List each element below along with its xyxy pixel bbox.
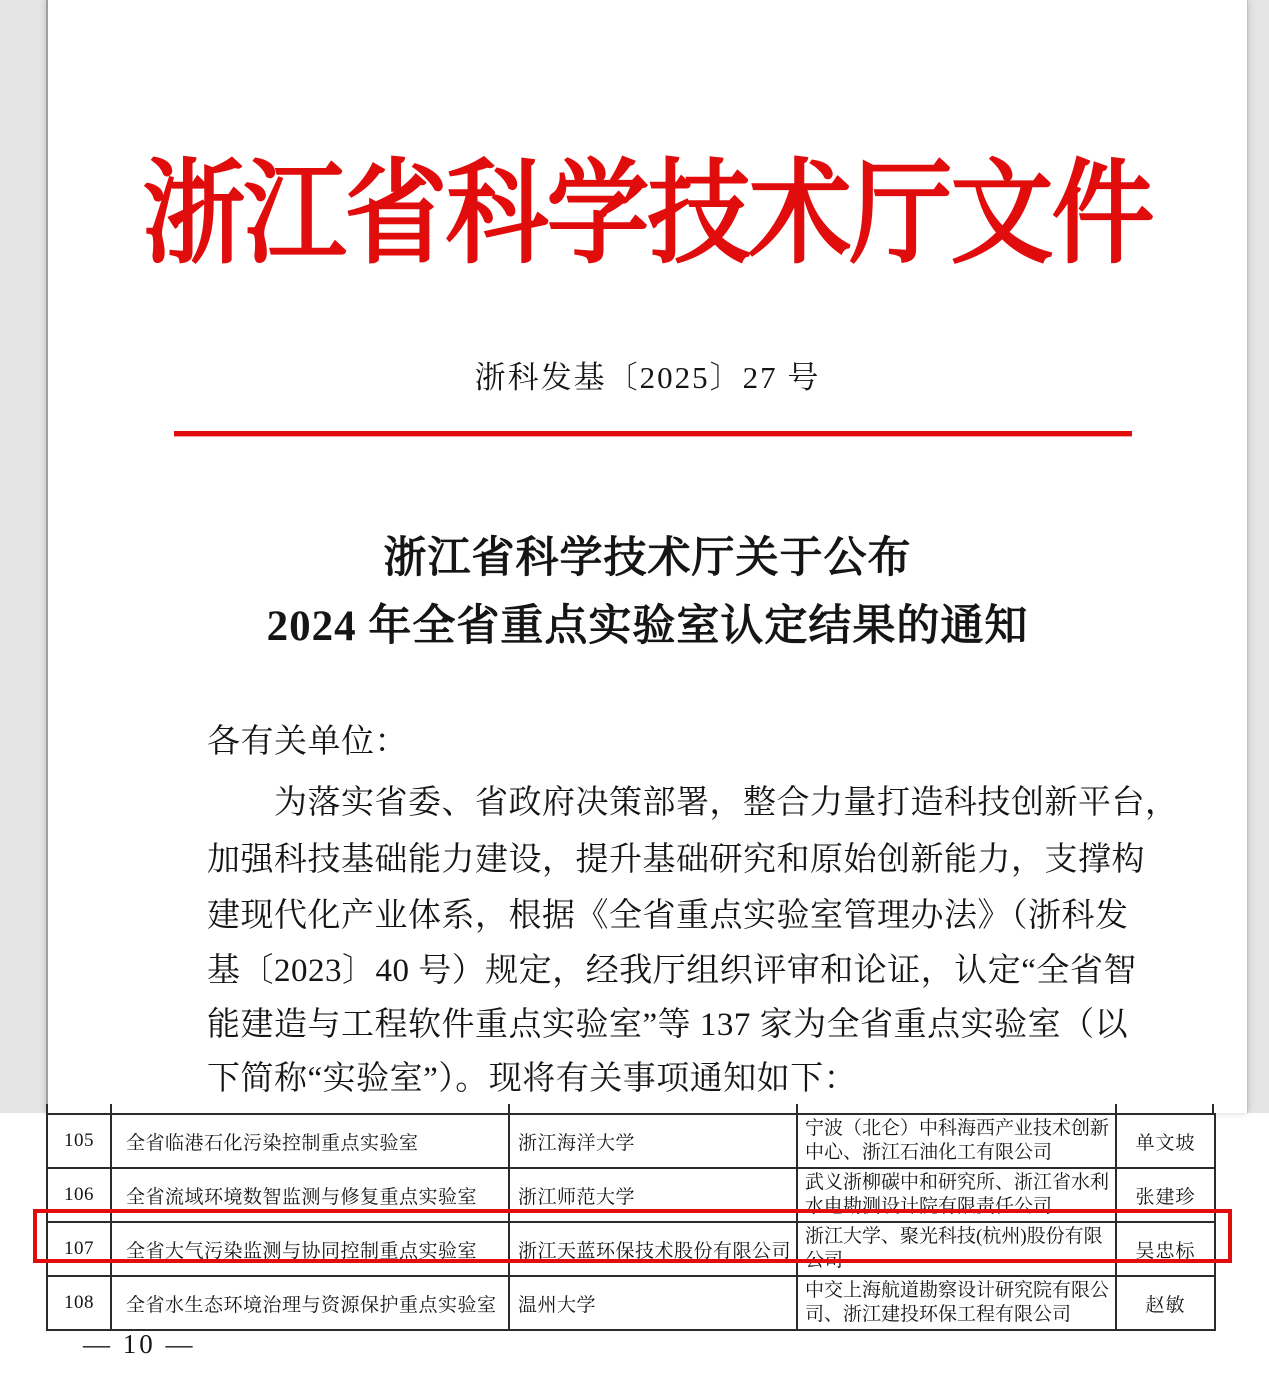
director-cell: 吴忠标 bbox=[1116, 1222, 1215, 1276]
table-border-stub bbox=[1212, 1104, 1214, 1113]
director-cell: 张建珍 bbox=[1116, 1168, 1215, 1222]
page-number: — 10 — bbox=[83, 1329, 196, 1359]
notice-title-line1: 浙江省科学技术厅关于公布 bbox=[383, 535, 912, 582]
partners-cell: 浙江大学、聚光科技(杭州)股份有限公司 bbox=[797, 1222, 1116, 1276]
letterhead-title: 浙江省科学技术厅文件 bbox=[142, 152, 1153, 278]
body-text-line: 基〔2023〕40 号）规定，经我厅组织评审和论证，认定“全省智 bbox=[207, 953, 1137, 989]
document-page bbox=[46, 0, 1248, 1113]
table-row-108 bbox=[47, 1276, 1215, 1330]
table-border-stub bbox=[110, 1104, 112, 1113]
institution-cell: 温州大学 bbox=[509, 1276, 797, 1330]
lab-name-cell: 全省流域环境数智监测与修复重点实验室 bbox=[111, 1168, 509, 1222]
partners-cell: 中交上海航道勘察设计研究院有限公司、浙江建投环保工程有限公司 bbox=[797, 1276, 1116, 1330]
table-border-stub bbox=[508, 1104, 510, 1113]
table-row-105 bbox=[47, 1114, 1215, 1168]
director-cell: 单文坡 bbox=[1116, 1114, 1215, 1168]
table-border-stub bbox=[796, 1104, 798, 1113]
row-number-cell: 107 bbox=[47, 1222, 111, 1276]
body-text-line: 下简称“实验室”）。现将有关事项通知如下： bbox=[207, 1061, 858, 1097]
row-107-highlight-box bbox=[33, 1209, 1232, 1263]
partners-cell: 武义浙柳碳中和研究所、浙江省水利水电勘测设计院有限责任公司 bbox=[797, 1168, 1116, 1222]
row-number-cell: 106 bbox=[47, 1168, 111, 1222]
lab-name-cell: 全省临港石化污染控制重点实验室 bbox=[111, 1114, 509, 1168]
body-text-line: 加强科技基础能力建设，提升基础研究和原始创新能力，支撑构 bbox=[207, 842, 1145, 878]
table-border-stub bbox=[46, 1104, 48, 1113]
partners-cell: 宁波（北仑）中科海西产业技术创新中心、浙江石油化工有限公司 bbox=[797, 1114, 1116, 1168]
table-border-stub bbox=[1115, 1104, 1117, 1113]
document-number: 浙科发基〔2025〕27 号 bbox=[474, 360, 821, 395]
row-number-cell: 108 bbox=[47, 1276, 111, 1330]
director-cell: 赵敏 bbox=[1116, 1276, 1215, 1330]
lab-name-cell: 全省大气污染监测与协同控制重点实验室 bbox=[111, 1222, 509, 1276]
salutation: 各有关单位： bbox=[207, 724, 408, 760]
institution-cell: 浙江海洋大学 bbox=[509, 1114, 797, 1168]
body-text-line: 能建造与工程软件重点实验室”等 137 家为全省重点实验室（以 bbox=[207, 1007, 1129, 1043]
letterhead-divider-line bbox=[174, 431, 1132, 436]
notice-title-line2: 2024 年全省重点实验室认定结果的通知 bbox=[266, 603, 1029, 650]
body-text-line: 为落实省委、省政府决策部署，整合力量打造科技创新平台， bbox=[207, 785, 1179, 821]
institution-cell: 浙江天蓝环保技术股份有限公司 bbox=[509, 1222, 797, 1276]
body-text-line: 建现代化产业体系，根据《全省重点实验室管理办法》（浙科发 bbox=[207, 898, 1129, 934]
institution-cell: 浙江师范大学 bbox=[509, 1168, 797, 1222]
row-number-cell: 105 bbox=[47, 1114, 111, 1168]
lab-name-cell: 全省水生态环境治理与资源保护重点实验室 bbox=[111, 1276, 509, 1330]
